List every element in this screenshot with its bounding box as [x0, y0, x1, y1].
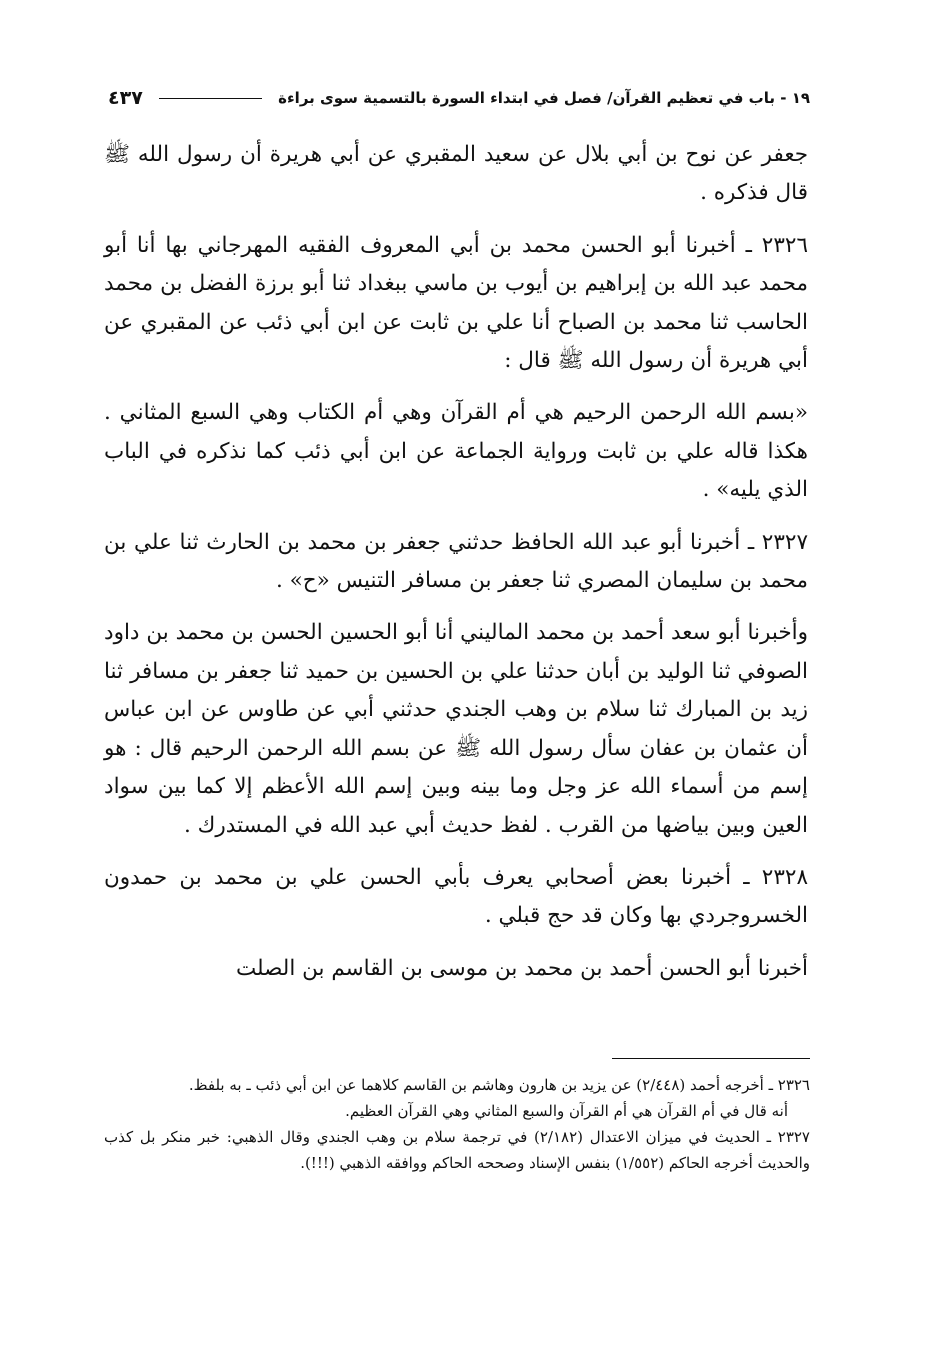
- paragraph-hadith-2327: ٢٣٢٧ ـ أخبرنا أبو عبد الله الحافظ حدثني جعفر بن محمد بن الحارث ثنا علي بن محمد بن سليمان المصري ثنا جعفر بن مسافر التنيس «ح» .: [104, 529, 808, 594]
- footnote-divider: [612, 1058, 810, 1059]
- paragraph: وأخبرنا أبو سعد أحمد بن محمد الماليني أنا أبو الحسين الحسن بن محمد بن داود الصوفي ثنا الوليد بن أبان حدثنا علي بن الحسين بن حميد ثنا جعفر بن مسافر ثنا زيد بن المبارك ثنا سلام بن وهب الجندي حدثني أبي عن طاوس عن ابن عباس أن عثمان بن عفان سأل رسول الله ﷺ عن بسم الله الرحمن الرحيم قال : هو إسم من أسماء الله عز وجل وما بينه وبين إسم الله الأعظم إلا كما بين سواد العين وبين بياضها من القرب . لفظ حديث أبي عبد الله في المستدرك .: [104, 620, 808, 838]
- paragraph: «بسم الله الرحمن الرحيم هي أم القرآن وهي أم الكتاب وهي السبع المثاني . هكذا قاله علي بن ثابت ورواية الجماعة عن ابن أبي ذئب كما نذكره في الباب الذي يليه» .: [104, 400, 808, 503]
- header-rule: [159, 98, 262, 99]
- paragraph-hadith-2326: ٢٣٢٦ ـ أخبرنا أبو الحسن محمد بن أبي المعروف الفقيه المهرجاني بها أنا أبو محمد عبد الله بن إبراهيم بن أيوب بن ماسي ببغداد ثنا أبو برزة الفضل بن محمد الحاسب ثنا محمد بن الصباح أنا علي بن ثابت عن ابن أبي ذئب عن المقبري عن أبي هريرة أن رسول الله ﷺ قال :: [104, 232, 808, 374]
- page-number: ٤٣٧: [108, 87, 143, 109]
- page-header: [108, 82, 810, 114]
- main-text: [104, 136, 808, 1002]
- footnotes: [104, 1072, 810, 1176]
- paragraph-hadith-2328: ٢٣٢٨ ـ أخبرنا بعض أصحابي يعرف بأبي الحسن علي بن محمد بن حمدون الخسروجردي بها وكان قد حج قبلي .: [104, 864, 808, 929]
- footnote-2327: ٢٣٢٧ ـ الحديث في ميزان الاعتدال (٢/١٨٢) في ترجمة سلام بن وهب الجندي وقال الذهبي: خبر منكر بل كذب والحديث أخرجه الحاكم (١/٥٥٢) بنفس الإسناد وصححه الحاكم ووافقه الذهبي (!!!).: [104, 1128, 810, 1172]
- paragraph: أخبرنا أبو الحسن أحمد بن محمد بن موسى بن القاسم بن الصلت: [235, 955, 808, 981]
- footnote-continuation: أنه قال في أم القرآن هي أم القرآن والسبع المثاني وهي القرآن العظيم.: [345, 1102, 788, 1120]
- paragraph: جعفر عن نوح بن أبي بلال عن سعيد المقبري عن أبي هريرة أن رسول الله ﷺ قال فذكره .: [104, 142, 808, 206]
- footnote-2326: ٢٣٢٦ ـ أخرجه أحمد (٢/٤٤٨) عن يزيد بن هارون وهاشم بن القاسم كلاهما عن ابن أبي ذئب ـ به بلفظ.: [188, 1076, 810, 1094]
- running-title: ١٩ - باب في تعظيم القرآن/ فصل في ابتداء السورة بالتسمية سوى براءة: [278, 89, 810, 107]
